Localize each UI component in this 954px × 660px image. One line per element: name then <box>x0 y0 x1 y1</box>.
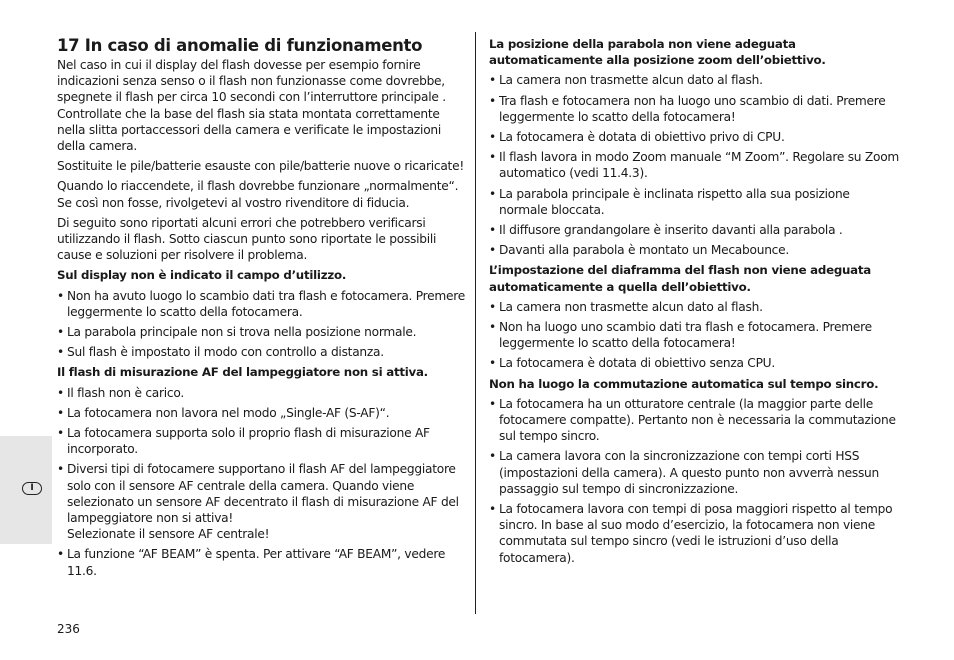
subsection-heading: Sul display non è indicato il campo d’utilizzo. <box>57 268 347 283</box>
list-item-text: Diversi tipi di fotocamere supportano il flash AF del lampeggiatore solo con il sensore AF centrale della camera. Quando viene selezionato un sensore AF decentrato il flash di misurazione AF del lampeggiatore non si attiva! <box>67 462 459 526</box>
list-item: • La fotocamera è dotata di obiettivo privo di CPU. <box>489 129 901 145</box>
list-item: • Davanti alla parabola è montato un Mecabounce. <box>489 242 901 258</box>
language-badge: I <box>22 482 42 495</box>
intro-paragraph: Sostituite le pile/batterie esauste con pile/batterie nuove o ricaricate! <box>57 159 464 174</box>
bullet-list <box>57 288 467 361</box>
subsection-heading: Non ha luogo la commutazione automatica sul tempo sincro. <box>489 376 879 391</box>
list-item: • La funzione “AF BEAM” è spenta. Per attivare “AF BEAM”, vedere 11.6. <box>57 546 467 578</box>
list-item: • Il flash lavora in modo Zoom manuale “M Zoom”. Regolare su Zoom automatico (vedi 11.4.3). <box>489 149 901 181</box>
bullet-list <box>489 72 901 258</box>
list-item: • La fotocamera non lavora nel modo „Single-AF (S-AF)“. <box>57 405 467 421</box>
list-item: • Il diffusore grandangolare è inserito davanti alla parabola . <box>489 222 901 238</box>
bullet-list <box>489 299 901 372</box>
left-column <box>57 36 467 583</box>
list-item: • Sul flash è impostato il modo con controllo a distanza. <box>57 344 467 360</box>
right-column <box>489 36 901 570</box>
list-item: • La fotocamera ha un otturatore centrale (la maggior parte delle fotocamere compatte). Pertanto non è necessaria la commutazione sul tempo sincro. <box>489 396 901 445</box>
bullet-list <box>57 385 467 579</box>
list-item <box>57 461 467 542</box>
subsection-heading: La posizione della parabola non viene adeguata automaticamente alla posizione zoom dell’obiettivo. <box>489 37 826 68</box>
subsection-heading: Il flash di misurazione AF del lampeggiatore non si attiva. <box>57 365 428 380</box>
bullet-list <box>489 396 901 566</box>
subsection-heading: L’impostazione del diaframma del flash non viene adeguata automaticamente a quella dell’obiettivo. <box>489 263 871 294</box>
list-item: • La fotocamera è dotata di obiettivo senza CPU. <box>489 355 901 371</box>
list-item: • Non ha avuto luogo lo scambio dati tra flash e fotocamera. Premere leggermente lo scatto della fotocamera. <box>57 288 467 320</box>
section-title: 17 In caso di anomalie di funzionamento <box>57 36 423 55</box>
list-item: • Tra flash e fotocamera non ha luogo uno scambio di dati. Premere leggermente lo scatto della fotocamera! <box>489 93 901 125</box>
column-divider <box>475 32 476 614</box>
list-item: • La camera non trasmette alcun dato al flash. <box>489 299 901 315</box>
list-item: • La fotocamera lavora con tempi di posa maggiori rispetto al tempo sincro. In base al suo modo d’esercizio, la fotocamera non viene commutata sul tempo sincro (vedi le istruzioni d’uso della fotocamera). <box>489 501 901 566</box>
list-item-extra: Selezionate il sensore AF centrale! <box>67 527 270 542</box>
list-item: • La camera non trasmette alcun dato al flash. <box>489 72 901 88</box>
list-item: • La fotocamera supporta solo il proprio flash di misurazione AF incorporato. <box>57 425 467 457</box>
intro-paragraph: Quando lo riaccendete, il flash dovrebbe funzionare „normalmente“. Se così non fosse, rivolgetevi al vostro rivenditore di fiducia. <box>57 179 459 210</box>
list-item: • Il flash non è carico. <box>57 385 467 401</box>
list-item: • La camera lavora con la sincronizzazione con tempi corti HSS (impostazioni della camera). A questo punto non avverrà nessun passaggio sul tempo di sincronizzazione. <box>489 448 901 497</box>
intro-paragraph: Nel caso in cui il display del flash dovesse per esempio fornire indicazioni senza senso o il flash non funzionasse come dovrebbe, spegnete il flash per circa 10 secondi con l’interruttore principale . Controllate che la base del flash sia stata montata correttamente nella slitta portaccessori della camera e verificate le impostazioni della camera. <box>57 58 446 154</box>
page-number: 236 <box>57 622 80 636</box>
list-item: • La parabola principale non si trova nella posizione normale. <box>57 324 467 340</box>
list-item: • La parabola principale è inclinata rispetto alla sua posizione normale bloccata. <box>489 186 901 218</box>
list-item: • Non ha luogo uno scambio dati tra flash e fotocamera. Premere leggermente lo scatto della fotocamera! <box>489 319 901 351</box>
intro-paragraph: Di seguito sono riportati alcuni errori che potrebbero verificarsi utilizzando il flash. Sotto ciascun punto sono riportate le possibili cause e soluzioni per risolvere il problema. <box>57 215 437 263</box>
